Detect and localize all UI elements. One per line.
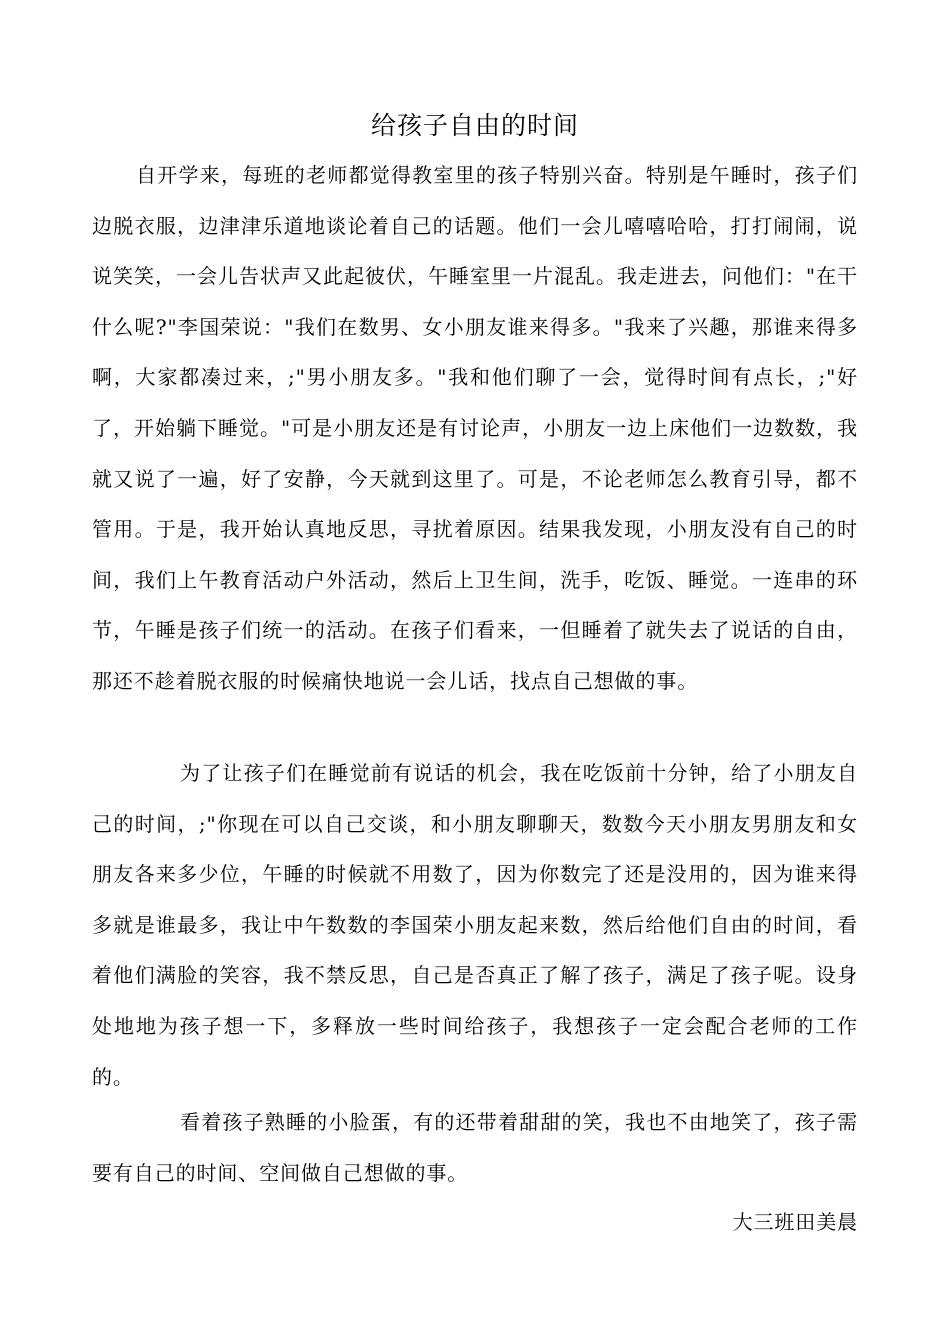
paragraph-2: 为了让孩子们在睡觉前有说话的机会，我在吃饭前十分钟，给了小朋友自己的时间，;"你现在可以自己交谈，和小朋友聊聊天，数数今天小朋友男朋友和女朋友各来多少位，午睡的时候就不用数了，因为你数完了还是没用的，因为谁来得多就是谁最多，我让中午数数的李国荣小朋友起来数，然后给他们自由的时间，看着他们满脸的笑容，我不禁反思，自己是否真正了解了孩子，满足了孩子呢。设身处地地为孩子想一下，多释放一些时间给孩子，我想孩子一定会配合老师的工作的。 (92, 761, 858, 1089)
paragraph-3: 看着孩子熟睡的小脸蛋，有的还带着甜甜的笑，我也不由地笑了，孩子需要有自己的时间、空间做自己想做的事。 (92, 1110, 858, 1185)
document-title: 给孩子自由的时间 (370, 111, 579, 140)
author-signature: 大三班田美晨 (732, 1210, 858, 1234)
paragraph-1: 自开学来，每班的老师都觉得教室里的孩子特别兴奋。特别是午睡时，孩子们边脱衣服，边津津乐道地谈论着自己的话题。他们一会儿嘻嘻哈哈，打打闹闹，说说笑笑，一会儿告状声又此起彼伏，午睡室里一片混乱。我走进去，问他们："在干什么呢?"李国荣说："我们在数男、女小朋友谁来得多。"我来了兴趣，那谁来得多啊，大家都凑过来，;"男小朋友多。"我和他们聊了一会，觉得时间有点长，;"好了，开始躺下睡觉。"可是小朋友还是有讨论声，小朋友一边上床他们一边数数，我就又说了一遍，好了安静，今天就到这里了。可是，不论老师怎么教育引导，都不管用。于是，我开始认真地反思，寻扰着原因。结果我发现，小朋友没有自己的时间，我们上午教育活动户外活动，然后上卫生间，洗手，吃饭、睡觉。一连串的环节，午睡是孩子们统一的活动。在孩子们看来，一但睡着了就失去了说话的自由，那还不趁着脱衣服的时候痛快地说一会儿话，找点自己想做的事。 (92, 163, 858, 693)
